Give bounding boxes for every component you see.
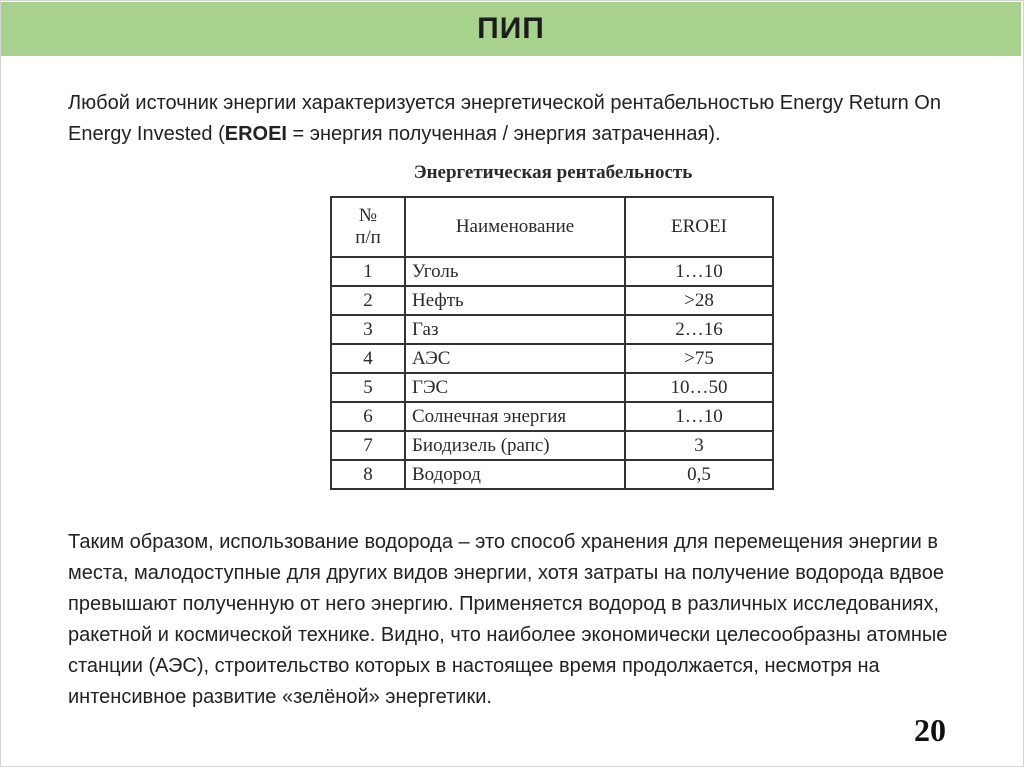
row-eroei: 1…10 bbox=[625, 257, 773, 286]
table-header-row bbox=[331, 197, 773, 257]
row-name: АЭС bbox=[405, 344, 625, 373]
header-num-line2: п/п bbox=[355, 227, 381, 248]
table-row bbox=[331, 315, 773, 344]
slide-header bbox=[1, 2, 1021, 56]
row-eroei: 3 bbox=[625, 431, 773, 460]
table-row bbox=[331, 257, 773, 286]
intro-text-after: = энергия полученная / энергия затраченная). bbox=[287, 123, 721, 145]
table-row bbox=[331, 344, 773, 373]
row-name: Газ bbox=[405, 315, 625, 344]
row-eroei: >28 bbox=[625, 286, 773, 315]
intro-paragraph bbox=[68, 88, 988, 150]
row-num: 3 bbox=[331, 315, 405, 344]
row-num: 8 bbox=[331, 460, 405, 489]
header-num-line1: № bbox=[358, 205, 378, 226]
row-name: Уголь bbox=[405, 257, 625, 286]
row-num: 6 bbox=[331, 402, 405, 431]
table-row bbox=[331, 373, 773, 402]
table-row bbox=[331, 402, 773, 431]
row-name: Солнечная энергия bbox=[405, 402, 625, 431]
table-title: Энергетическая рентабельность bbox=[413, 162, 693, 183]
row-eroei: 1…10 bbox=[625, 402, 773, 431]
row-num: 2 bbox=[331, 286, 405, 315]
row-name: Нефть bbox=[405, 286, 625, 315]
intro-bold-term: EROEI bbox=[224, 123, 287, 145]
eroei-table bbox=[330, 196, 774, 490]
table-row bbox=[331, 286, 773, 315]
row-eroei: 10…50 bbox=[625, 373, 773, 402]
slide-title: ПИП bbox=[477, 12, 545, 45]
table-row bbox=[331, 431, 773, 460]
row-eroei: 0,5 bbox=[625, 460, 773, 489]
row-name: Биодизель (рапс) bbox=[405, 431, 625, 460]
row-num: 5 bbox=[331, 373, 405, 402]
row-num: 1 bbox=[331, 257, 405, 286]
header-name: Наименование bbox=[405, 197, 625, 257]
intro-text-before: Любой источник энергии характеризуется энергетической рентабельностью Energy Return On Energy Invested ( bbox=[68, 92, 941, 145]
row-eroei: 2…16 bbox=[625, 315, 773, 344]
row-eroei: >75 bbox=[625, 344, 773, 373]
row-name: Водород bbox=[405, 460, 625, 489]
header-num bbox=[331, 197, 405, 257]
page-number: 20 bbox=[914, 712, 946, 748]
header-eroei: EROEI bbox=[625, 197, 773, 257]
row-num: 7 bbox=[331, 431, 405, 460]
row-num: 4 bbox=[331, 344, 405, 373]
row-name: ГЭС bbox=[405, 373, 625, 402]
table-row bbox=[331, 460, 773, 489]
conclusion-paragraph: Таким образом, использование водорода – это способ хранения для перемещения энергии в места, малодоступные для других видов энергии, хотя затраты на получение водорода вдвое превышают полученную от него энергию. Применяется водород в различных исследованиях, ракетной и космической технике. Видно, что наиболее экономически целесообразны атомные станции (АЭС), строительство которых в настоящее время продолжается, несмотря на интенсивное развитие «зелёной» энергетики. bbox=[68, 531, 948, 708]
